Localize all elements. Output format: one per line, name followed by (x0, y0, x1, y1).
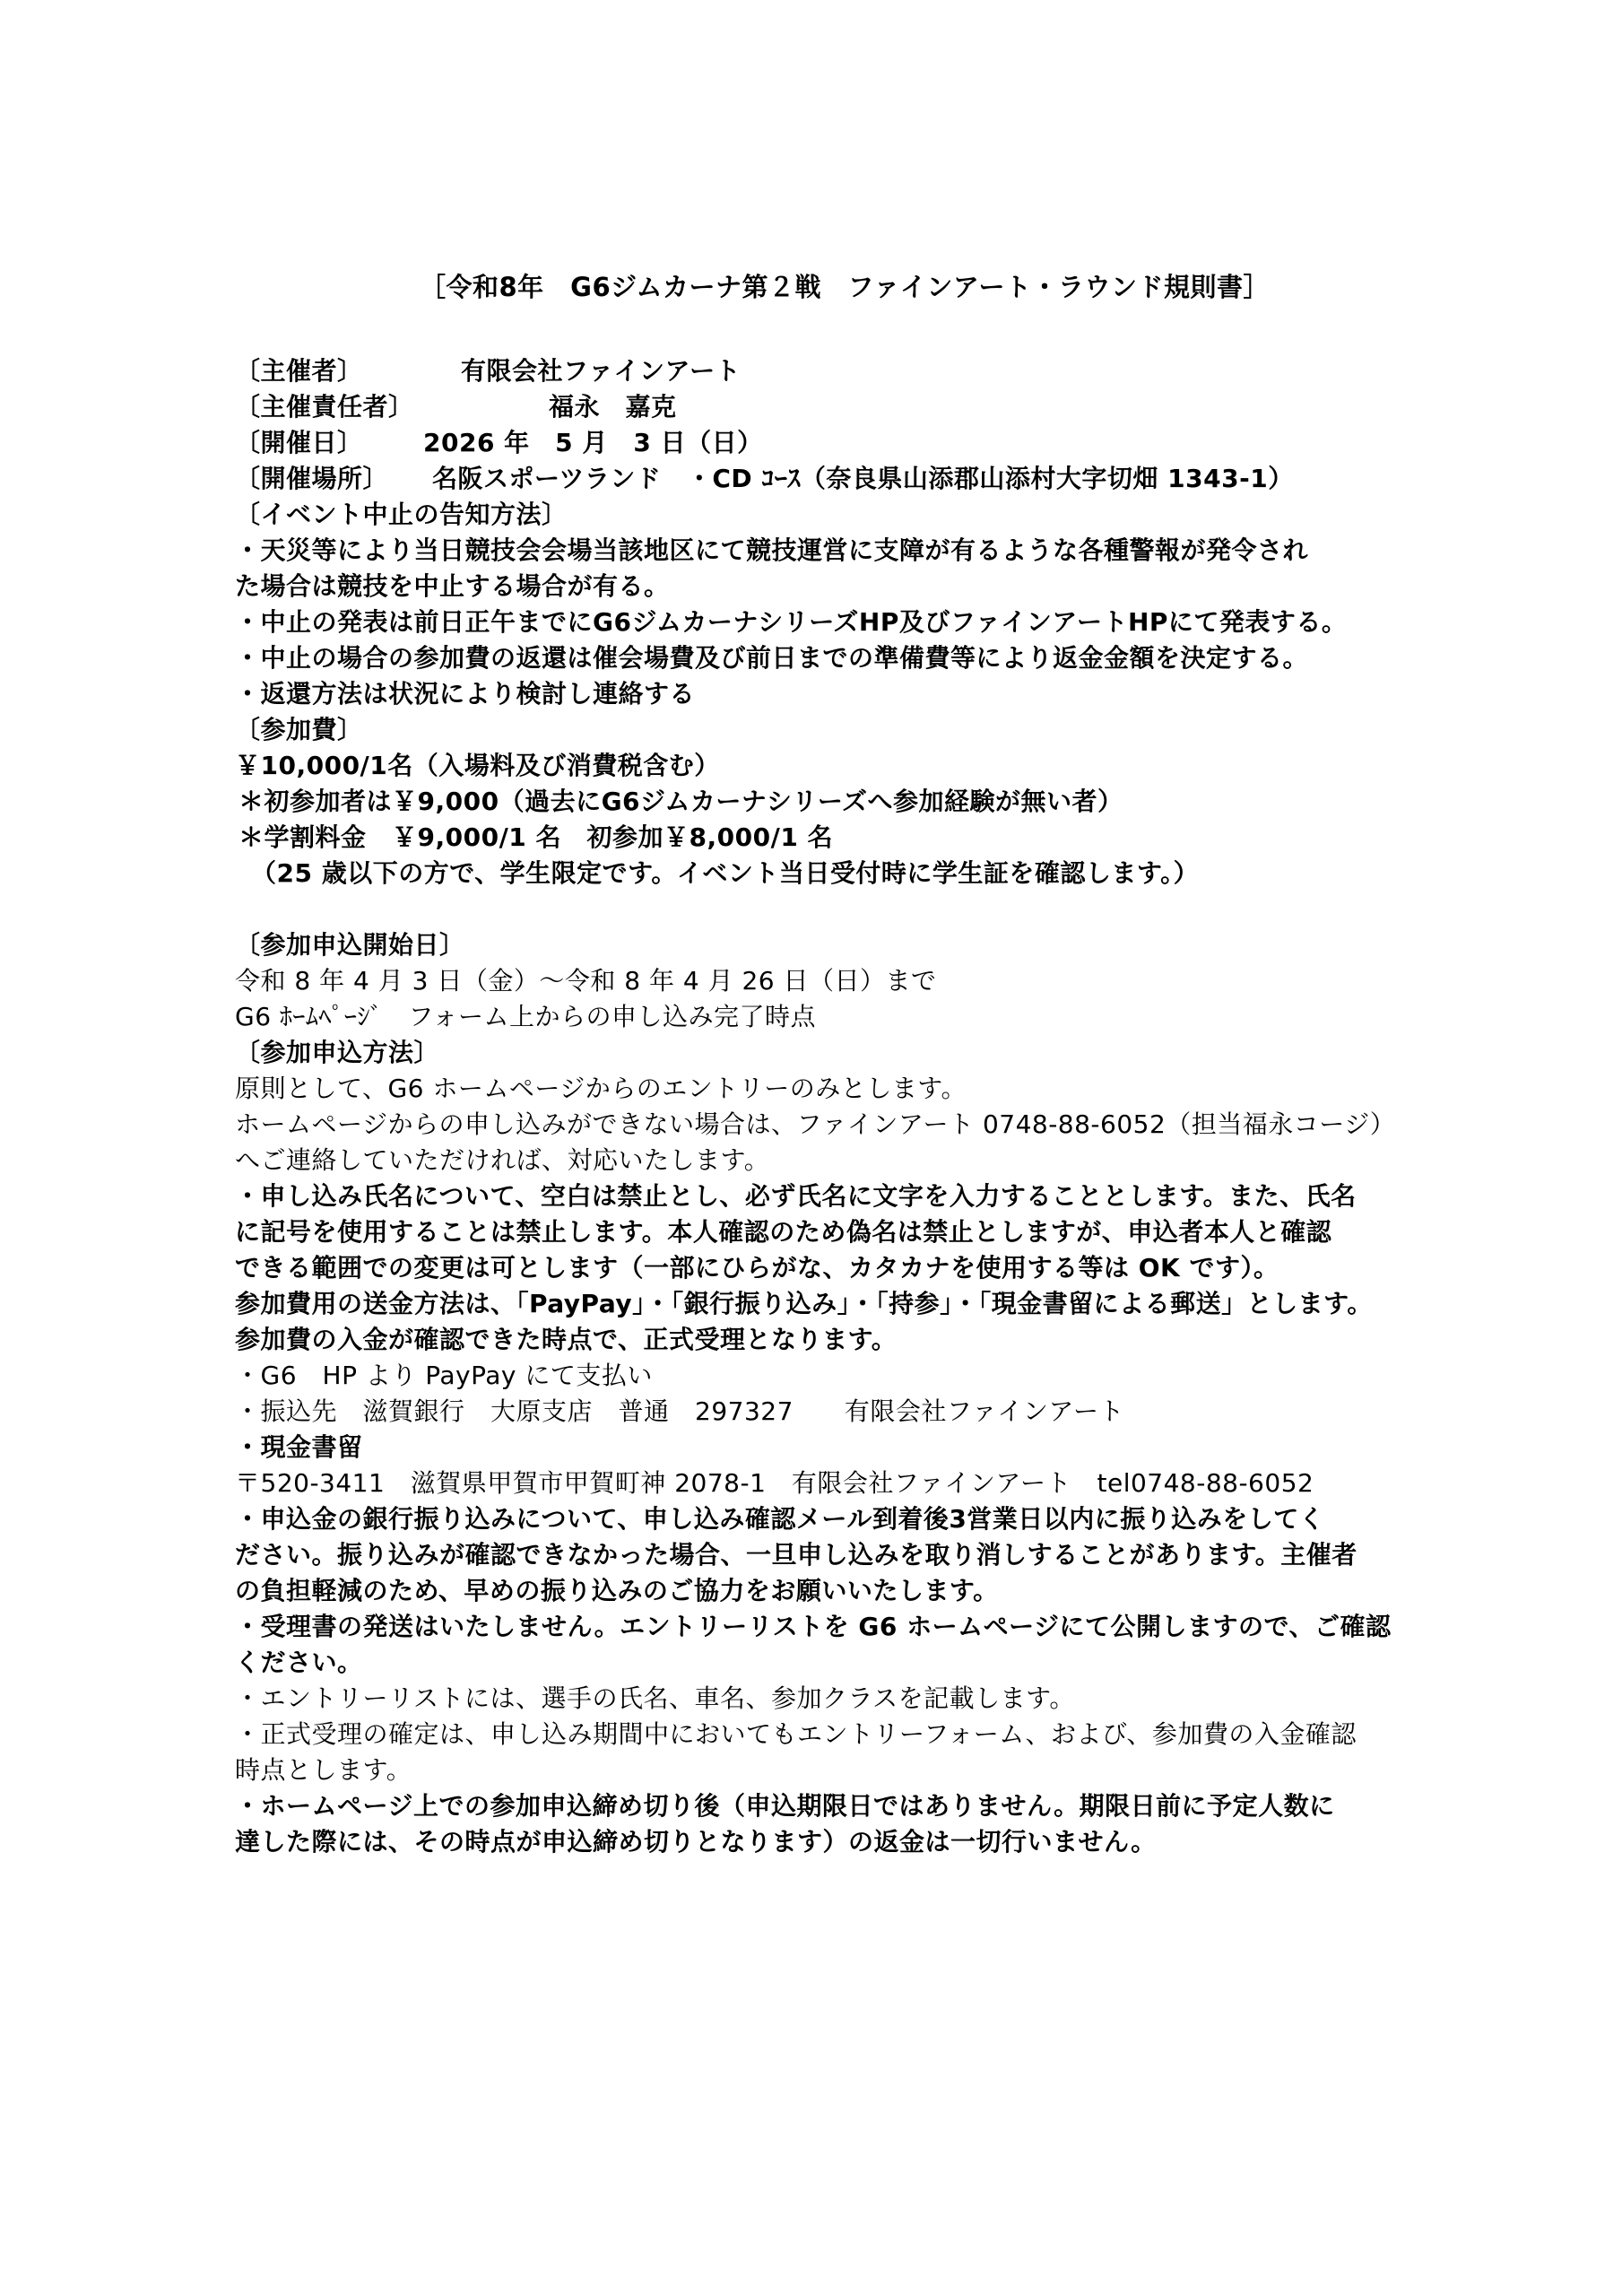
cancel-line: ・返還方法は状況により検討し連絡する (235, 679, 696, 709)
method-line: ・申込金の銀行振り込みについて、申し込み確認メール到着後3営業日以内に振り込みをしてく (235, 1504, 1325, 1534)
venue-label: 〔開催場所〕 (235, 464, 389, 493)
spacer (235, 305, 1418, 353)
method-line: ・エントリーリストには、選手の氏名、車名、参加クラスを記載します。 (235, 1683, 1075, 1713)
method-heading: 〔参加申込方法〕 (235, 1038, 440, 1067)
start-heading: 〔参加申込開始日〕 (235, 930, 465, 960)
method-line: ・申し込み氏名について、空白は禁止とし、必ず氏名に文字を入力することとします。また、氏名 (235, 1181, 1357, 1211)
organizer-value: 有限会社ファインアート (461, 356, 742, 386)
venue-row (235, 461, 1418, 497)
method-line: 参加費用の送金方法は、「PayPay」・「銀行振り込み」・「持参」・「現金書留による郵送」とします。 (235, 1289, 1373, 1318)
method-line: ホームページからの申し込みができない場合は、ファインアート 0748-88-6052（担当福永コージ） (235, 1109, 1396, 1139)
method-line: ・G6 HP より PayPay にて支払い (235, 1361, 653, 1390)
fee-heading: 〔参加費〕 (235, 715, 363, 744)
fee-line: （25 歳以下の方で、学生限定です。イベント当日受付時に学生証を確認します。） (251, 858, 1200, 888)
chief-value: 福永 嘉克 (549, 392, 677, 422)
method-line: ください。 (235, 1648, 363, 1677)
method-line: の負担軽減のため、早めの振り込みのご協力をお願いいたします。 (235, 1576, 999, 1605)
chief-row (235, 389, 1418, 425)
method-line: できる範囲での変更は可とします（一部にひらがな、カタカナを使用する等は OK です）。 (235, 1253, 1279, 1283)
start-line: G6 ﾎｰﾑﾍﾟｰｼﾞ フォーム上からの申し込み完了時点 (235, 1002, 817, 1031)
organizer-label: 〔主催者〕 (235, 356, 363, 386)
cancel-line: ・中止の場合の参加費の返還は催会場費及び前日までの準備費等により返金金額を決定する。 (235, 643, 1309, 673)
chief-label: 〔主催責任者〕 (235, 392, 414, 422)
regulation-document (235, 269, 1418, 1860)
cancel-heading: 〔イベント中止の告知方法〕 (235, 500, 568, 529)
venue-value: 名阪スポーツランド ・CD ｺｰｽ（奈良県山添郡山添村大字切畑 1343-1） (432, 464, 1294, 493)
method-line: ・受理書の発送はいたしません。エントリーリストを G6 ホームページにて公開しますので、ご確認 (235, 1612, 1392, 1641)
fee-line: ＊学割料金 ￥9,000/1 名 初参加￥8,000/1 名 (239, 822, 834, 852)
method-line: 〒520-3411 滋賀県甲賀市甲賀町神 2078-1 有限会社ファインアート tel0748-88-6052 (235, 1468, 1314, 1498)
organizer-row (235, 353, 1418, 389)
method-line: に記号を使用することは禁止します。本人確認のため偽名は禁止としますが、申込者本人と確認 (235, 1217, 1332, 1247)
method-line: へご連絡していただければ、対応いたします。 (235, 1145, 770, 1175)
cancel-line: ・天災等により当日競技会会場当該地区にて競技運営に支障が有るような各種警報が発令され (235, 535, 1309, 565)
spacer (235, 891, 1418, 927)
method-line: ださい。振り込みが確認できなかった場合、一旦申し込みを取り消しすることがあります。主催者 (235, 1540, 1357, 1570)
fee-line: ＊初参加者は￥9,000（過去にG6ジムカーナシリーズへ参加経験が無い者） (239, 787, 1123, 816)
method-line: ・現金書留 (235, 1432, 363, 1462)
method-line: ・正式受理の確定は、申し込み期間中においてもエントリーフォーム、および、参加費の入金確認 (235, 1719, 1357, 1749)
start-line: 令和 8 年 4 月 3 日（金）～令和 8 年 4 月 26 日（日）まで (235, 966, 937, 996)
method-line: 参加費の入金が確認できた時点で、正式受理となります。 (235, 1325, 898, 1354)
method-line: ・ホームページ上での参加申込締め切り後（申込期限日ではありません。期限日前に予定人数に (235, 1791, 1335, 1821)
cancel-line: た場合は競技を中止する場合が有る。 (235, 571, 670, 601)
method-line: 達した際には、その時点が申込締め切りとなります）の返金は一切行いません。 (235, 1827, 1157, 1857)
method-line: 原則として、G6 ホームページからのエントリーのみとします。 (235, 1074, 967, 1103)
date-row (235, 425, 1418, 461)
date-value: 2026 年 5 月 3 日（日） (423, 428, 763, 457)
fee-line: ￥10,000/1名（入場料及び消費税含む） (235, 751, 720, 780)
document-title: ［令和8年 G6ジムカーナ第２戦 ファインアート・ラウンド規則書］ (419, 272, 1271, 302)
date-label: 〔開催日〕 (235, 428, 363, 457)
cancel-line: ・中止の発表は前日正午までにG6ジムカーナシリーズHP及びファインアートHPにて発表する。 (235, 607, 1348, 637)
method-line: ・振込先 滋賀銀行 大原支店 普通 297327 有限会社ファインアート (235, 1396, 1124, 1426)
method-line: 時点とします。 (235, 1755, 412, 1785)
